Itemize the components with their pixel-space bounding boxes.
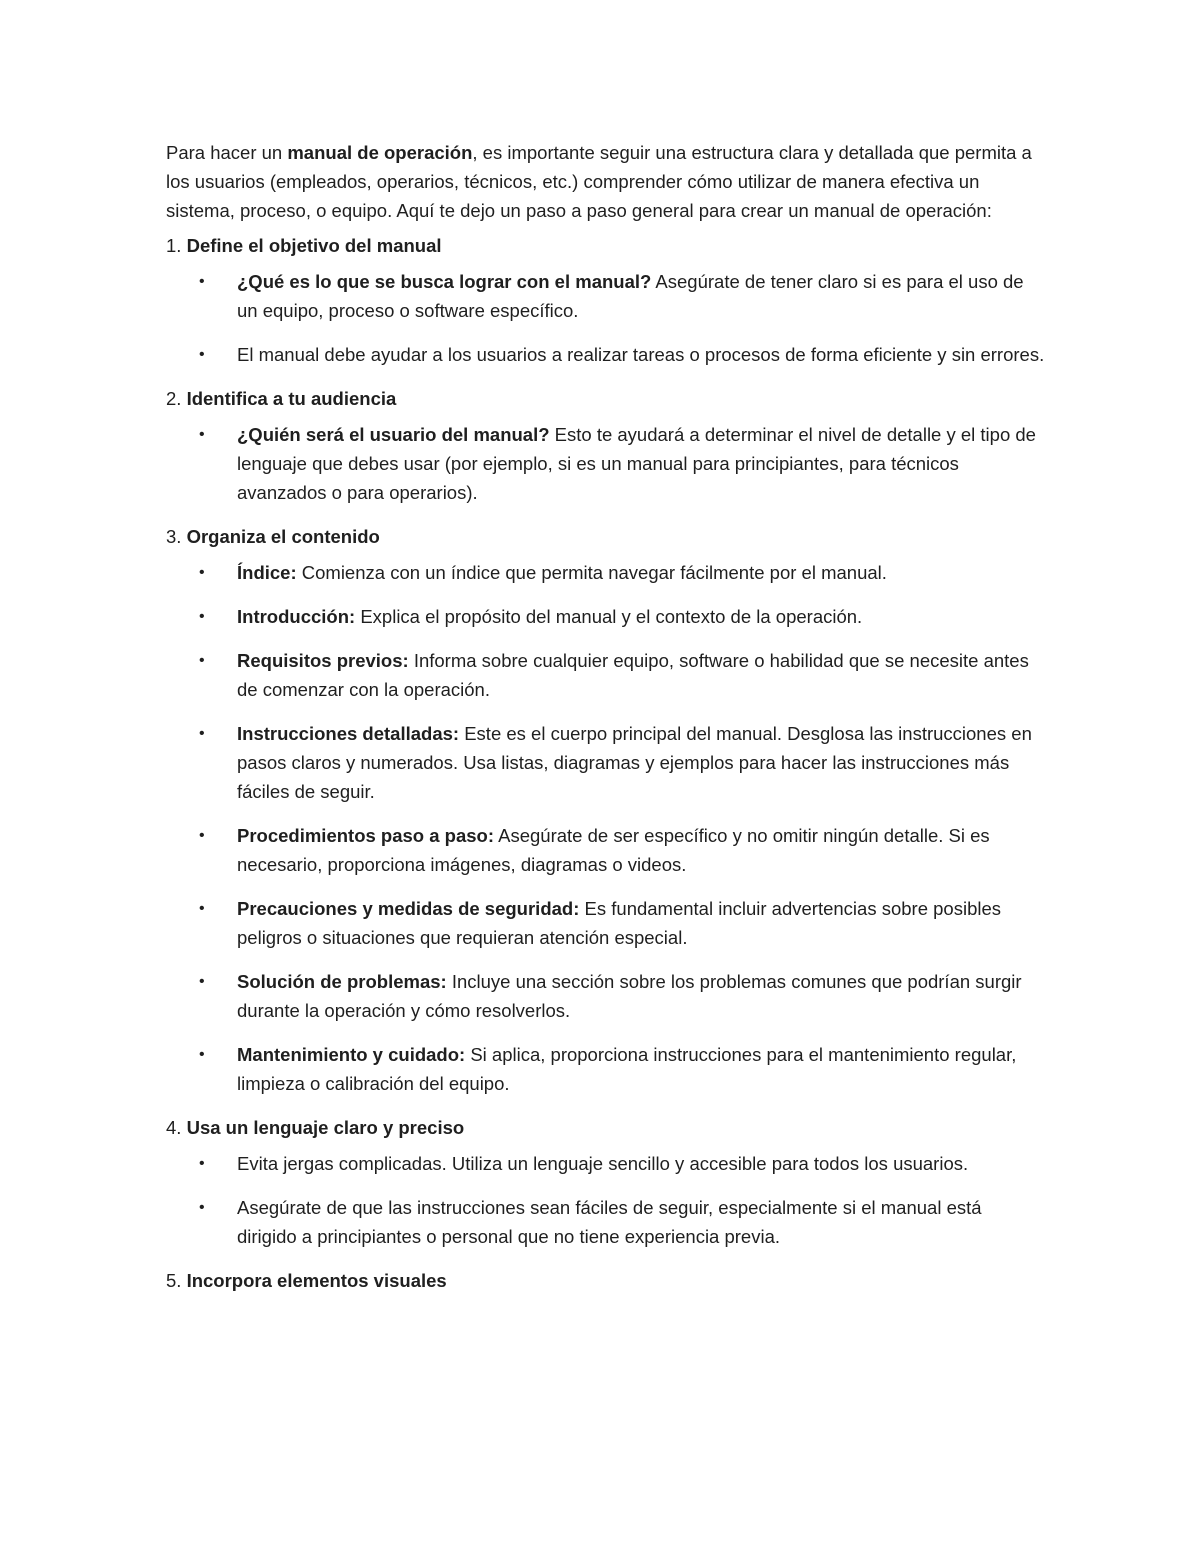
list-item-text: Asegúrate de que las instrucciones sean fáciles de seguir, especialmente si el manual está dirigido a principiantes o personal que no tiene experiencia previa.	[237, 1197, 982, 1247]
list-item	[166, 894, 1046, 952]
list-item-bold-label: Introducción:	[237, 606, 356, 627]
intro-text-end: , es importante seguir una estructura clara y detallada que permita a los usuarios (empleados, operarios, técnicos, etc.) comprender cómo utilizar de manera efectiva un sistema, proceso, o equipo. Aquí te dejo un paso a paso general para crear un manual de operación:	[166, 142, 1032, 221]
list-item-text: Explica el propósito del manual y el contexto de la operación.	[355, 606, 863, 627]
list-item	[166, 340, 1046, 369]
bullet-icon: •	[199, 1155, 205, 1172]
bullet-icon: •	[199, 973, 205, 990]
section-heading	[166, 231, 1046, 261]
list-item-text: Informa sobre cualquier equipo, software o habilidad que se necesite antes de comenzar con la operación.	[237, 650, 1029, 700]
list-item-text: Si aplica, proporciona instrucciones para el mantenimiento regular, limpieza o calibración del equipo.	[237, 1044, 1017, 1094]
list-item-bold-label: Mantenimiento y cuidado:	[237, 1044, 466, 1065]
list-item	[166, 420, 1046, 507]
list-item-text: Asegúrate de tener claro si es para el uso de un equipo, proceso o software específico.	[237, 271, 1024, 321]
list-item-bold-label: Procedimientos paso a paso:	[237, 825, 495, 846]
bullet-icon: •	[199, 346, 205, 363]
list-item-bold-label: Precauciones y medidas de seguridad:	[237, 898, 580, 919]
list-item-bold-label: ¿Qué es lo que se busca lograr con el manual?	[237, 271, 652, 292]
list-item-text: Evita jergas complicadas. Utiliza un lenguaje sencillo y accesible para todos los usuarios.	[237, 1153, 969, 1174]
section-title: Usa un lenguaje claro y preciso	[186, 1117, 465, 1138]
bullet-icon: •	[199, 1199, 205, 1216]
intro-text-start: Para hacer un	[166, 142, 288, 163]
section-number: 3.	[166, 526, 187, 547]
bullet-list	[166, 420, 1046, 507]
bullet-icon: •	[199, 608, 205, 625]
list-item	[166, 558, 1046, 587]
section-number: 1.	[166, 235, 187, 256]
list-item	[166, 267, 1046, 325]
bullet-icon: •	[199, 273, 205, 290]
bullet-list	[166, 558, 1046, 1098]
list-item	[166, 1040, 1046, 1098]
bullet-list	[166, 1149, 1046, 1251]
list-item	[166, 1149, 1046, 1178]
section-number: 4.	[166, 1117, 187, 1138]
section-number: 2.	[166, 388, 187, 409]
list-item-bold-label: Índice:	[237, 562, 297, 583]
sections-container	[166, 231, 1046, 1296]
section-title: Incorpora elementos visuales	[186, 1270, 447, 1291]
list-item-bold-label: ¿Quién será el usuario del manual?	[237, 424, 550, 445]
list-item-text: Asegúrate de ser específico y no omitir ningún detalle. Si es necesario, proporciona imágenes, diagramas o videos.	[237, 825, 990, 875]
list-item	[166, 967, 1046, 1025]
list-item-text: Es fundamental incluir advertencias sobre posibles peligros o situaciones que requieran atención especial.	[237, 898, 1002, 948]
bullet-icon: •	[199, 725, 205, 742]
bullet-list	[166, 267, 1046, 369]
section-heading	[166, 1113, 1046, 1143]
list-item-text: Este es el cuerpo principal del manual. Desglosa las instrucciones en pasos claros y numerados. Usa listas, diagramas y ejemplos para hacer las instrucciones más fáciles de seguir.	[237, 723, 1032, 802]
bullet-icon: •	[199, 564, 205, 581]
bullet-icon: •	[199, 1046, 205, 1063]
section-title: Organiza el contenido	[186, 526, 380, 547]
bullet-icon: •	[199, 827, 205, 844]
section-heading	[166, 1266, 1046, 1296]
list-item-text: Comienza con un índice que permita navegar fácilmente por el manual.	[296, 562, 887, 583]
list-item-bold-label: Requisitos previos:	[237, 650, 409, 671]
bullet-icon: •	[199, 426, 205, 443]
list-item	[166, 602, 1046, 631]
list-item	[166, 719, 1046, 806]
intro-bold-term: manual de operación	[287, 142, 473, 163]
section-number: 5.	[166, 1270, 187, 1291]
section-heading	[166, 384, 1046, 414]
intro-paragraph	[166, 138, 1046, 225]
section-title: Identifica a tu audiencia	[186, 388, 397, 409]
bullet-icon: •	[199, 652, 205, 669]
list-item-text: El manual debe ayudar a los usuarios a realizar tareas o procesos de forma eficiente y sin errores.	[237, 344, 1045, 365]
list-item-text: Incluye una sección sobre los problemas comunes que podrían surgir durante la operación y cómo resolverlos.	[237, 971, 1022, 1021]
document-body	[166, 138, 1046, 1302]
list-item	[166, 1193, 1046, 1251]
list-item-bold-label: Instrucciones detalladas:	[237, 723, 460, 744]
bullet-icon: •	[199, 900, 205, 917]
section-heading	[166, 522, 1046, 552]
list-item	[166, 821, 1046, 879]
list-item-text: Esto te ayudará a determinar el nivel de detalle y el tipo de lenguaje que debes usar (por ejemplo, si es un manual para principiantes, para técnicos avanzados o para operarios).	[237, 424, 1036, 503]
list-item	[166, 646, 1046, 704]
section-title: Define el objetivo del manual	[186, 235, 442, 256]
list-item-bold-label: Solución de problemas:	[237, 971, 447, 992]
